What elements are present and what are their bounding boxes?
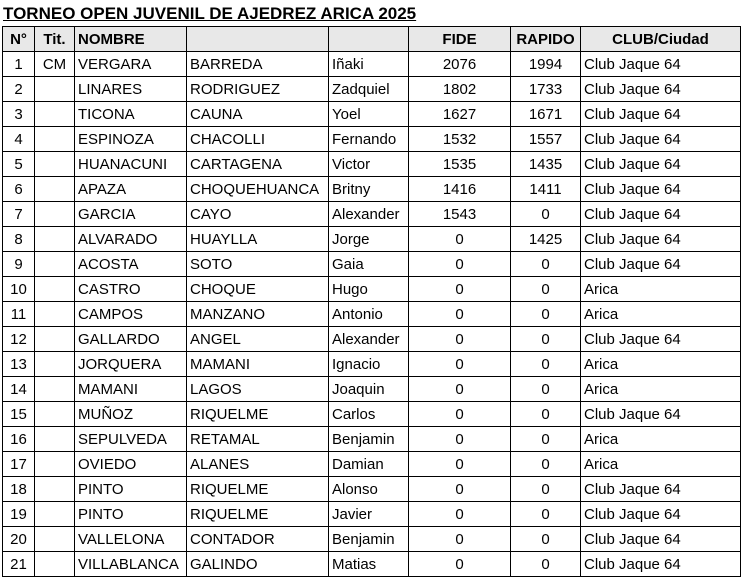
cell-tit <box>35 77 75 102</box>
cell-club: Club Jaque 64 <box>581 552 741 577</box>
cell-name: Alonso <box>329 477 409 502</box>
cell-apellido2: RIQUELME <box>187 502 329 527</box>
cell-apellido2: CAUNA <box>187 102 329 127</box>
cell-rapido: 0 <box>511 377 581 402</box>
cell-num: 8 <box>3 227 35 252</box>
cell-apellido1: MAMANI <box>75 377 187 402</box>
cell-tit <box>35 277 75 302</box>
cell-num: 16 <box>3 427 35 452</box>
cell-apellido2: CHOQUEHUANCA <box>187 177 329 202</box>
table-row <box>3 152 741 177</box>
cell-club: Club Jaque 64 <box>581 102 741 127</box>
cell-fide: 1532 <box>409 127 511 152</box>
cell-tit <box>35 302 75 327</box>
cell-num: 20 <box>3 527 35 552</box>
cell-tit <box>35 452 75 477</box>
cell-club: Arica <box>581 377 741 402</box>
table-row <box>3 527 741 552</box>
cell-apellido2: CONTADOR <box>187 527 329 552</box>
cell-tit <box>35 502 75 527</box>
cell-apellido1: APAZA <box>75 177 187 202</box>
cell-club: Club Jaque 64 <box>581 152 741 177</box>
cell-tit <box>35 227 75 252</box>
cell-fide: 2076 <box>409 52 511 77</box>
cell-num: 10 <box>3 277 35 302</box>
cell-fide: 0 <box>409 277 511 302</box>
cell-num: 9 <box>3 252 35 277</box>
cell-fide: 0 <box>409 452 511 477</box>
cell-apellido2: LAGOS <box>187 377 329 402</box>
cell-name: Jorge <box>329 227 409 252</box>
cell-rapido: 0 <box>511 302 581 327</box>
cell-tit <box>35 102 75 127</box>
cell-club: Club Jaque 64 <box>581 402 741 427</box>
cell-apellido2: ANGEL <box>187 327 329 352</box>
cell-apellido1: GALLARDO <box>75 327 187 352</box>
cell-fide: 1802 <box>409 77 511 102</box>
cell-rapido: 0 <box>511 502 581 527</box>
cell-num: 19 <box>3 502 35 527</box>
cell-rapido: 1733 <box>511 77 581 102</box>
cell-club: Club Jaque 64 <box>581 252 741 277</box>
cell-num: 14 <box>3 377 35 402</box>
header-tit: Tit. <box>35 27 75 52</box>
cell-tit <box>35 477 75 502</box>
cell-name: Javier <box>329 502 409 527</box>
cell-num: 18 <box>3 477 35 502</box>
cell-fide: 1543 <box>409 202 511 227</box>
cell-apellido1: SEPULVEDA <box>75 427 187 452</box>
table-row <box>3 302 741 327</box>
cell-num: 7 <box>3 202 35 227</box>
cell-rapido: 1425 <box>511 227 581 252</box>
cell-fide: 0 <box>409 377 511 402</box>
cell-tit <box>35 402 75 427</box>
cell-num: 3 <box>3 102 35 127</box>
cell-num: 15 <box>3 402 35 427</box>
table-row <box>3 477 741 502</box>
table-row <box>3 252 741 277</box>
cell-fide: 0 <box>409 352 511 377</box>
cell-apellido1: CASTRO <box>75 277 187 302</box>
cell-rapido: 0 <box>511 352 581 377</box>
cell-name: Carlos <box>329 402 409 427</box>
cell-fide: 0 <box>409 252 511 277</box>
cell-rapido: 1557 <box>511 127 581 152</box>
cell-apellido2: SOTO <box>187 252 329 277</box>
cell-num: 17 <box>3 452 35 477</box>
cell-apellido1: CAMPOS <box>75 302 187 327</box>
cell-name: Iñaki <box>329 52 409 77</box>
cell-rapido: 0 <box>511 552 581 577</box>
cell-club: Arica <box>581 302 741 327</box>
cell-tit <box>35 427 75 452</box>
cell-name: Matias <box>329 552 409 577</box>
header-apellido2 <box>187 27 329 52</box>
cell-tit <box>35 352 75 377</box>
cell-apellido2: CHOQUE <box>187 277 329 302</box>
table-row <box>3 552 741 577</box>
cell-tit <box>35 252 75 277</box>
cell-name: Benjamin <box>329 427 409 452</box>
cell-apellido1: VALLELONA <box>75 527 187 552</box>
cell-num: 13 <box>3 352 35 377</box>
cell-num: 5 <box>3 152 35 177</box>
cell-club: Club Jaque 64 <box>581 327 741 352</box>
header-num: N° <box>3 27 35 52</box>
cell-name: Damian <box>329 452 409 477</box>
cell-num: 12 <box>3 327 35 352</box>
table-row <box>3 127 741 152</box>
table-row <box>3 427 741 452</box>
cell-club: Club Jaque 64 <box>581 177 741 202</box>
table-row <box>3 52 741 77</box>
cell-fide: 0 <box>409 427 511 452</box>
cell-fide: 0 <box>409 552 511 577</box>
cell-apellido2: BARREDA <box>187 52 329 77</box>
cell-apellido1: VERGARA <box>75 52 187 77</box>
table-row <box>3 202 741 227</box>
cell-apellido2: HUAYLLA <box>187 227 329 252</box>
table-row <box>3 277 741 302</box>
cell-apellido1: VILLABLANCA <box>75 552 187 577</box>
cell-num: 6 <box>3 177 35 202</box>
table-row <box>3 352 741 377</box>
cell-num: 2 <box>3 77 35 102</box>
cell-fide: 0 <box>409 227 511 252</box>
cell-tit <box>35 202 75 227</box>
cell-apellido2: RETAMAL <box>187 427 329 452</box>
table-row <box>3 177 741 202</box>
header-name <box>329 27 409 52</box>
cell-fide: 1627 <box>409 102 511 127</box>
cell-rapido: 1671 <box>511 102 581 127</box>
cell-apellido1: TICONA <box>75 102 187 127</box>
cell-fide: 1535 <box>409 152 511 177</box>
cell-club: Club Jaque 64 <box>581 127 741 152</box>
cell-club: Club Jaque 64 <box>581 527 741 552</box>
cell-apellido1: ALVARADO <box>75 227 187 252</box>
cell-rapido: 0 <box>511 452 581 477</box>
cell-fide: 0 <box>409 502 511 527</box>
header-rapido: RAPIDO <box>511 27 581 52</box>
players-table <box>2 26 741 577</box>
cell-name: Fernando <box>329 127 409 152</box>
cell-rapido: 0 <box>511 277 581 302</box>
cell-club: Arica <box>581 427 741 452</box>
cell-apellido2: GALINDO <box>187 552 329 577</box>
table-row <box>3 502 741 527</box>
cell-apellido1: HUANACUNI <box>75 152 187 177</box>
cell-rapido: 0 <box>511 477 581 502</box>
cell-apellido2: CAYO <box>187 202 329 227</box>
cell-fide: 0 <box>409 527 511 552</box>
cell-fide: 0 <box>409 402 511 427</box>
cell-name: Britny <box>329 177 409 202</box>
cell-tit <box>35 552 75 577</box>
cell-club: Club Jaque 64 <box>581 477 741 502</box>
cell-club: Arica <box>581 277 741 302</box>
cell-apellido1: GARCIA <box>75 202 187 227</box>
cell-name: Benjamin <box>329 527 409 552</box>
cell-apellido2: MANZANO <box>187 302 329 327</box>
table-row <box>3 77 741 102</box>
cell-apellido2: RIQUELME <box>187 477 329 502</box>
cell-name: Ignacio <box>329 352 409 377</box>
header-nombre: NOMBRE <box>75 27 187 52</box>
cell-apellido1: ACOSTA <box>75 252 187 277</box>
cell-apellido1: JORQUERA <box>75 352 187 377</box>
cell-fide: 0 <box>409 302 511 327</box>
cell-name: Zadquiel <box>329 77 409 102</box>
cell-rapido: 0 <box>511 327 581 352</box>
table-row <box>3 402 741 427</box>
cell-apellido1: PINTO <box>75 477 187 502</box>
cell-rapido: 0 <box>511 527 581 552</box>
cell-tit: CM <box>35 52 75 77</box>
page-title: TORNEO OPEN JUVENIL DE AJEDREZ ARICA 2025 <box>3 4 417 23</box>
cell-tit <box>35 152 75 177</box>
header-row <box>3 27 741 52</box>
cell-apellido1: ESPINOZA <box>75 127 187 152</box>
cell-fide: 0 <box>409 477 511 502</box>
cell-fide: 0 <box>409 327 511 352</box>
cell-rapido: 0 <box>511 202 581 227</box>
cell-name: Gaia <box>329 252 409 277</box>
cell-apellido2: RIQUELME <box>187 402 329 427</box>
cell-rapido: 0 <box>511 252 581 277</box>
cell-tit <box>35 377 75 402</box>
header-club: CLUB/Ciudad <box>581 27 741 52</box>
cell-apellido2: ALANES <box>187 452 329 477</box>
cell-num: 11 <box>3 302 35 327</box>
cell-tit <box>35 527 75 552</box>
table-row <box>3 377 741 402</box>
cell-num: 1 <box>3 52 35 77</box>
cell-club: Club Jaque 64 <box>581 52 741 77</box>
cell-club: Arica <box>581 452 741 477</box>
cell-club: Arica <box>581 352 741 377</box>
table-row <box>3 327 741 352</box>
cell-name: Yoel <box>329 102 409 127</box>
cell-fide: 1416 <box>409 177 511 202</box>
cell-num: 21 <box>3 552 35 577</box>
cell-rapido: 0 <box>511 427 581 452</box>
cell-name: Victor <box>329 152 409 177</box>
header-fide: FIDE <box>409 27 511 52</box>
cell-apellido1: LINARES <box>75 77 187 102</box>
cell-apellido1: OVIEDO <box>75 452 187 477</box>
cell-apellido2: CARTAGENA <box>187 152 329 177</box>
cell-apellido2: MAMANI <box>187 352 329 377</box>
cell-tit <box>35 327 75 352</box>
cell-club: Club Jaque 64 <box>581 502 741 527</box>
cell-name: Hugo <box>329 277 409 302</box>
table-row <box>3 102 741 127</box>
cell-rapido: 0 <box>511 402 581 427</box>
cell-tit <box>35 177 75 202</box>
cell-name: Alexander <box>329 202 409 227</box>
cell-rapido: 1994 <box>511 52 581 77</box>
cell-apellido1: MUÑOZ <box>75 402 187 427</box>
cell-tit <box>35 127 75 152</box>
cell-num: 4 <box>3 127 35 152</box>
cell-name: Joaquin <box>329 377 409 402</box>
cell-apellido2: CHACOLLI <box>187 127 329 152</box>
cell-apellido1: PINTO <box>75 502 187 527</box>
cell-name: Antonio <box>329 302 409 327</box>
cell-club: Club Jaque 64 <box>581 227 741 252</box>
cell-club: Club Jaque 64 <box>581 202 741 227</box>
table-row <box>3 452 741 477</box>
cell-apellido2: RODRIGUEZ <box>187 77 329 102</box>
cell-name: Alexander <box>329 327 409 352</box>
cell-club: Club Jaque 64 <box>581 77 741 102</box>
cell-rapido: 1411 <box>511 177 581 202</box>
cell-rapido: 1435 <box>511 152 581 177</box>
table-row <box>3 227 741 252</box>
